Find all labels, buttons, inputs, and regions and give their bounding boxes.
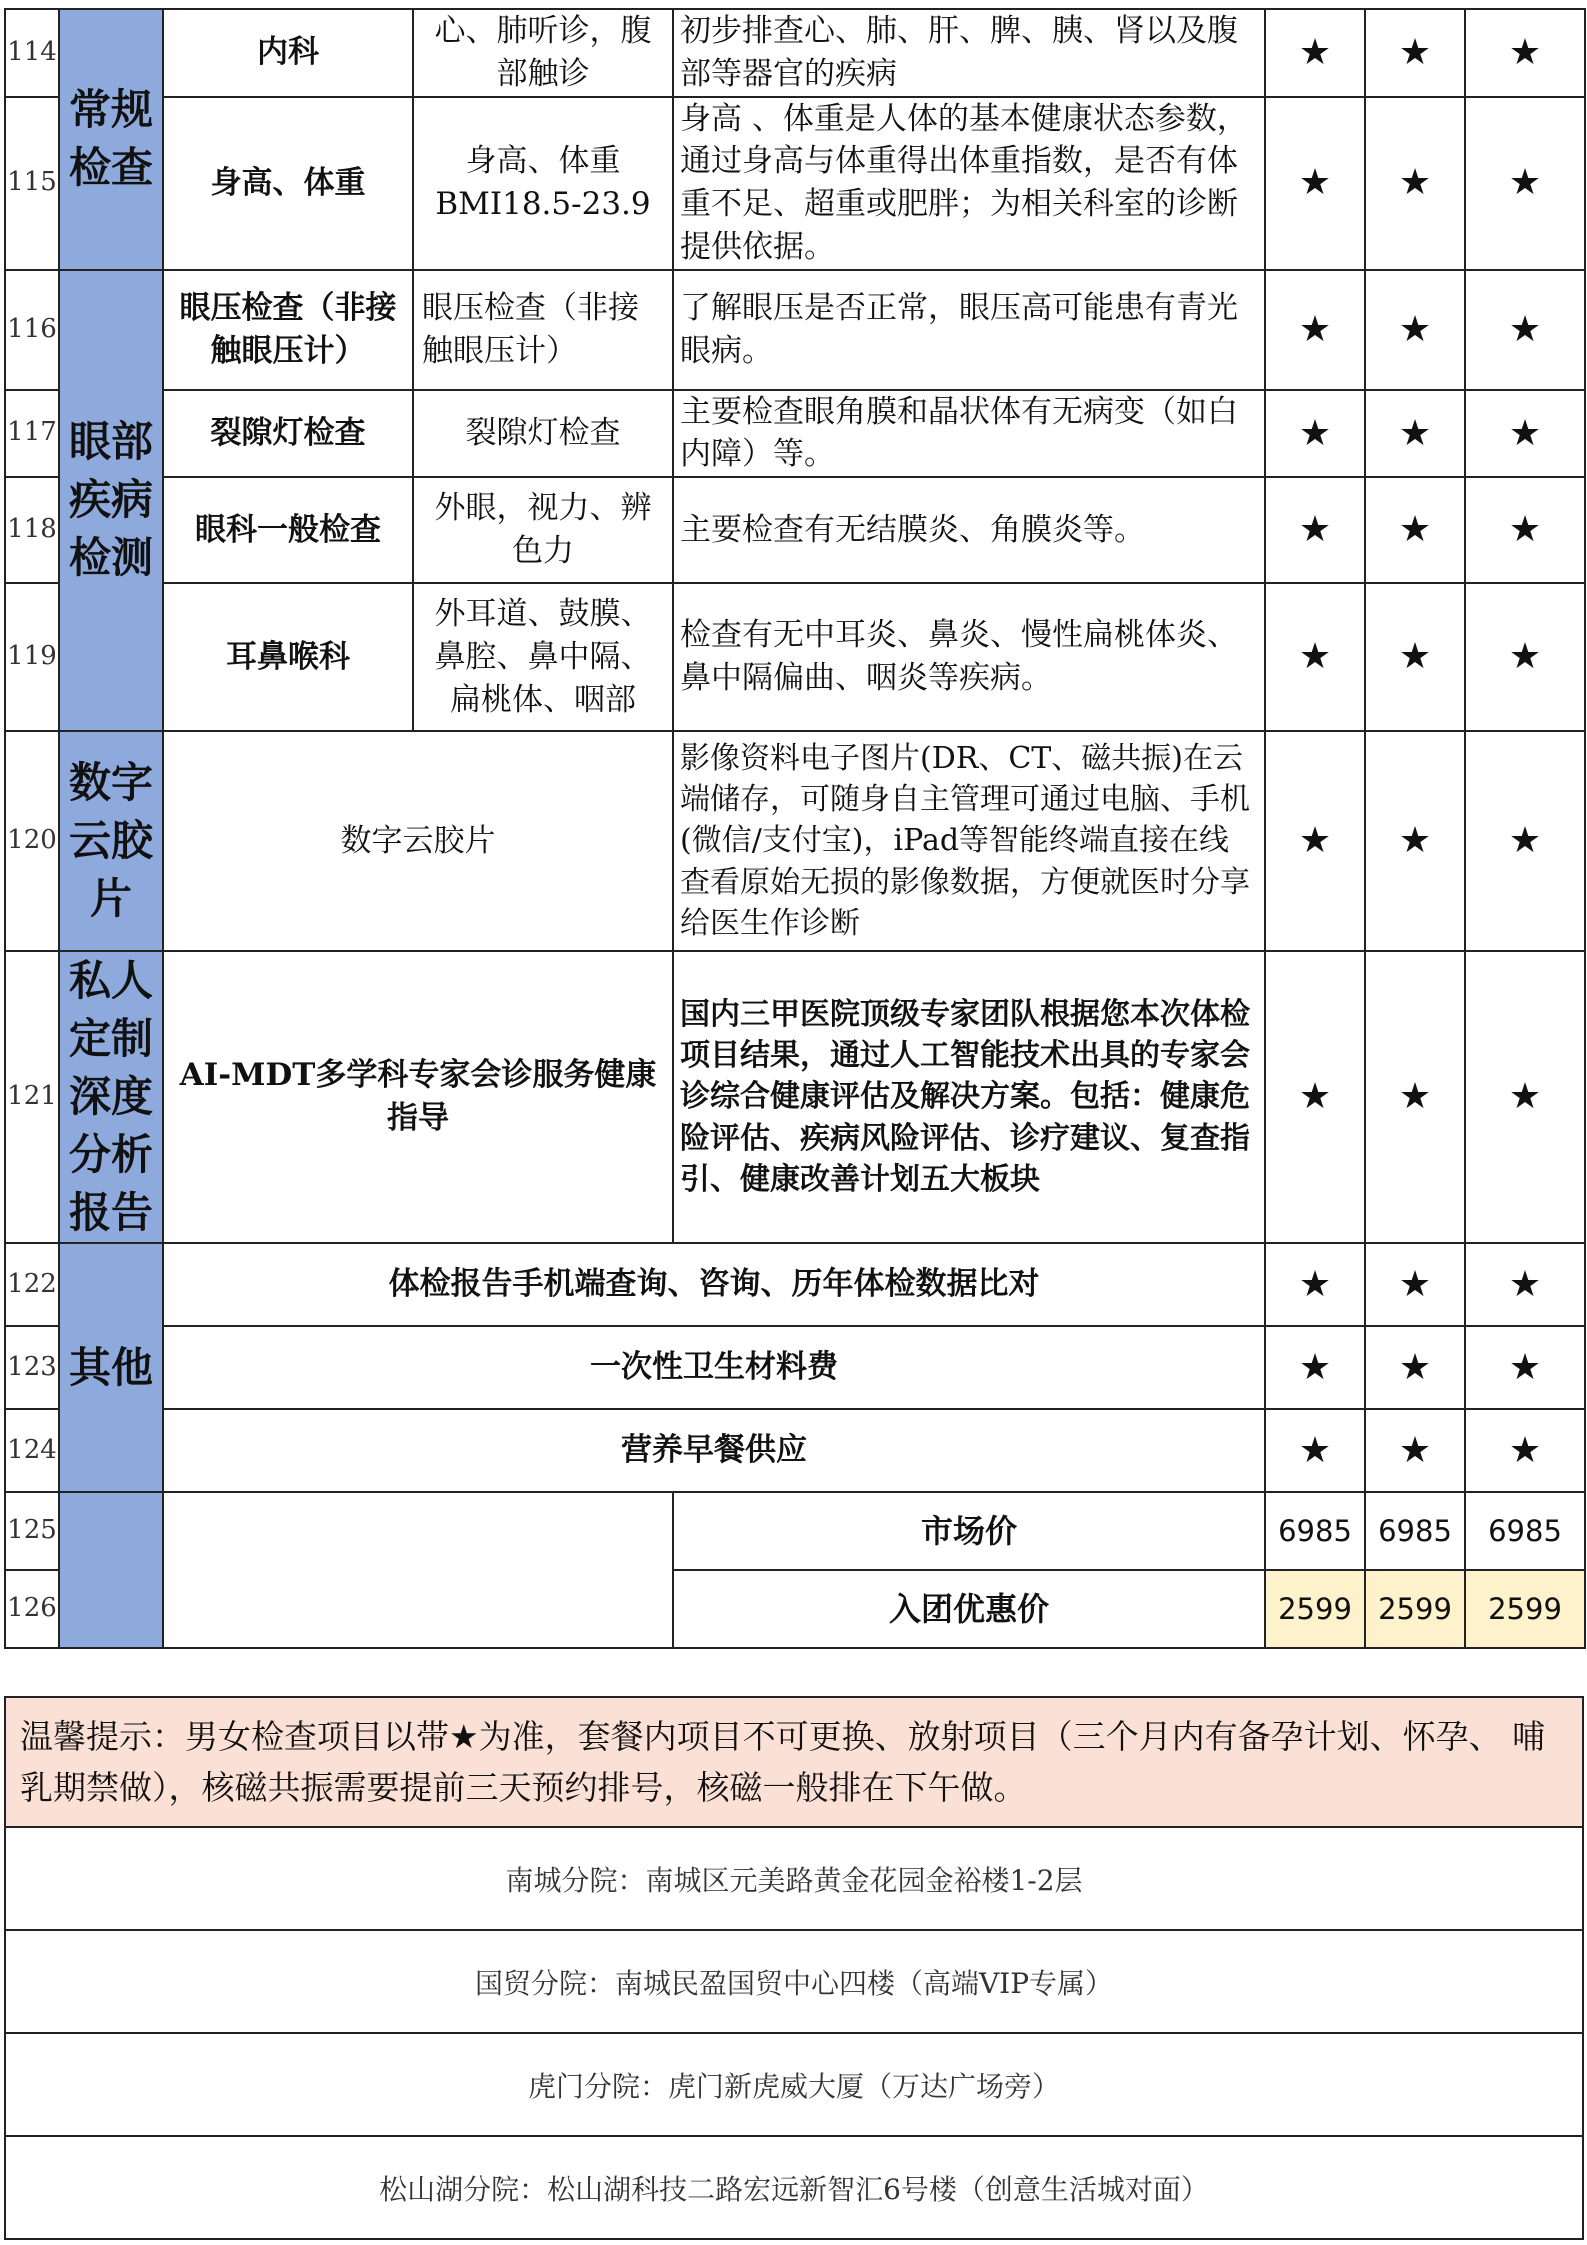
star-mark: ★: [1265, 1326, 1365, 1409]
table-row: [5, 97, 1585, 270]
star-mark: ★: [1465, 1326, 1585, 1409]
item-name: 数字云胶片: [163, 731, 673, 951]
star-mark: ★: [1365, 477, 1465, 583]
branch-humen: 虎门分院：虎门新虎威大厦（万达广场旁）: [5, 2033, 1583, 2136]
table-row: [5, 951, 1585, 1243]
item-name: 内科: [163, 9, 413, 97]
table-row: [5, 731, 1585, 951]
star-mark: ★: [1265, 270, 1365, 390]
star-mark: ★: [1265, 97, 1365, 270]
category-empty: [59, 1492, 163, 1648]
star-mark: ★: [1465, 270, 1585, 390]
market-price: 6985: [1465, 1492, 1585, 1570]
star-mark: ★: [1465, 477, 1585, 583]
item-content: 裂隙灯检查: [413, 390, 673, 478]
star-mark: ★: [1265, 1243, 1365, 1326]
branch-nancheng: 南城分院：南城区元美路黄金花园金裕楼1-2层: [5, 1827, 1583, 1930]
item-description: 了解眼压是否正常，眼压高可能患有青光眼病。: [673, 270, 1265, 390]
star-mark: ★: [1365, 97, 1465, 270]
star-mark: ★: [1265, 9, 1365, 97]
item-description: 主要检查有无结膜炎、角膜炎等。: [673, 477, 1265, 583]
branch-row: [5, 2136, 1583, 2239]
row-number: 117: [5, 390, 59, 478]
item-name: 裂隙灯检查: [163, 390, 413, 478]
table-row: [5, 583, 1585, 731]
row-number: 114: [5, 9, 59, 97]
star-mark: ★: [1365, 9, 1465, 97]
market-price-label: 市场价: [673, 1492, 1265, 1570]
star-mark: ★: [1365, 390, 1465, 478]
star-mark: ★: [1265, 951, 1365, 1243]
item-description: 初步排查心、肺、肝、脾、胰、肾以及腹部等器官的疾病: [673, 9, 1265, 97]
branch-guomao: 国贸分院：南城民盈国贸中心四楼（高端VIP专属）: [5, 1930, 1583, 2033]
branch-row: [5, 2033, 1583, 2136]
category-eye: 眼部疾病检测: [59, 270, 163, 732]
branch-songshanhu: 松山湖分院：松山湖科技二路宏远新智汇6号楼（创意生活城对面）: [5, 2136, 1583, 2239]
group-price: 2599: [1265, 1570, 1365, 1648]
star-mark: ★: [1265, 731, 1365, 951]
item-name: 营养早餐供应: [163, 1409, 1265, 1492]
item-description: 国内三甲医院顶级专家团队根据您本次体检项目结果，通过人工智能技术出具的专家会诊综合健康评估及解决方案。包括：健康危险评估、疾病风险评估、诊疗建议、复查指引、健康改善计划五大板块: [673, 951, 1265, 1243]
market-price: 6985: [1365, 1492, 1465, 1570]
category-cloud: 数字云胶片: [59, 731, 163, 951]
item-description: 影像资料电子图片(DR、CT、磁共振)在云端储存，可随身自主管理可通过电脑、手机(微信/支付宝)，iPad等智能终端直接在线查看原始无损的影像数据，方便就医时分享给医生作诊断: [673, 731, 1265, 951]
table-row: [5, 477, 1585, 583]
row-number: 122: [5, 1243, 59, 1326]
star-mark: ★: [1465, 731, 1585, 951]
star-mark: ★: [1465, 390, 1585, 478]
category-other: 其他: [59, 1243, 163, 1492]
table-row: [5, 1326, 1585, 1409]
star-mark: ★: [1465, 97, 1585, 270]
star-mark: ★: [1365, 1326, 1465, 1409]
group-price-label: 入团优惠价: [673, 1570, 1265, 1648]
star-mark: ★: [1365, 583, 1465, 731]
star-mark: ★: [1265, 1409, 1365, 1492]
branch-row: [5, 1930, 1583, 2033]
row-number: 124: [5, 1409, 59, 1492]
row-number: 125: [5, 1492, 59, 1570]
notice-text: 温馨提示：男女检查项目以带★为准，套餐内项目不可更换、放射项目（三个月内有备孕计划、怀孕、 哺乳期禁做），核磁共振需要提前三天预约排号，核磁一般排在下午做。: [5, 1697, 1583, 1827]
item-description: 检查有无中耳炎、鼻炎、慢性扁桃体炎、鼻中隔偏曲、咽炎等疾病。: [673, 583, 1265, 731]
item-name: 一次性卫生材料费: [163, 1326, 1265, 1409]
package-table: [4, 8, 1586, 1649]
star-mark: ★: [1465, 951, 1585, 1243]
item-description: 身高 、体重是人体的基本健康状态参数，通过身高与体重得出体重指数，是否有体重不足、超重或肥胖；为相关科室的诊断提供依据。: [673, 97, 1265, 270]
row-number: 116: [5, 270, 59, 390]
row-number: 118: [5, 477, 59, 583]
table-row: [5, 1243, 1585, 1326]
star-mark: ★: [1465, 1243, 1585, 1326]
table-row: [5, 390, 1585, 478]
star-mark: ★: [1465, 1409, 1585, 1492]
item-name: 耳鼻喉科: [163, 583, 413, 731]
item-content: 身高、体重BMI18.5-23.9: [413, 97, 673, 270]
category-private: 私人定制深度分析报告: [59, 951, 163, 1243]
star-mark: ★: [1365, 1243, 1465, 1326]
item-content: 眼压检查（非接触眼压计）: [413, 270, 673, 390]
row-number: 115: [5, 97, 59, 270]
row-number: 121: [5, 951, 59, 1243]
group-price: 2599: [1465, 1570, 1585, 1648]
table-row: [5, 1492, 1585, 1570]
branch-row: [5, 1827, 1583, 1930]
market-price: 6985: [1265, 1492, 1365, 1570]
star-mark: ★: [1365, 1409, 1465, 1492]
row-number: 123: [5, 1326, 59, 1409]
item-name: 身高、体重: [163, 97, 413, 270]
star-mark: ★: [1365, 270, 1465, 390]
item-content: 外眼，视力、辨色力: [413, 477, 673, 583]
item-name: AI-MDT多学科专家会诊服务健康指导: [163, 951, 673, 1243]
table-row: [5, 270, 1585, 390]
item-content: 外耳道、鼓膜、鼻腔、鼻中隔、扁桃体、咽部: [413, 583, 673, 731]
item-content: 心、肺听诊，腹部触诊: [413, 9, 673, 97]
star-mark: ★: [1265, 477, 1365, 583]
row-number: 119: [5, 583, 59, 731]
star-mark: ★: [1465, 9, 1585, 97]
item-name: 眼压检查（非接触眼压计）: [163, 270, 413, 390]
item-name: 体检报告手机端查询、咨询、历年体检数据比对: [163, 1243, 1265, 1326]
row-number: 120: [5, 731, 59, 951]
table-row: [5, 9, 1585, 97]
star-mark: ★: [1365, 731, 1465, 951]
item-name: 眼科一般检查: [163, 477, 413, 583]
footer-table: [4, 1696, 1584, 2240]
item-description: 主要检查眼角膜和晶状体有无病变（如白内障）等。: [673, 390, 1265, 478]
category-routine: 常规检查: [59, 9, 163, 270]
row-number: 126: [5, 1570, 59, 1648]
table-row: [5, 1409, 1585, 1492]
group-price: 2599: [1365, 1570, 1465, 1648]
blank-cell: [163, 1492, 673, 1648]
star-mark: ★: [1265, 390, 1365, 478]
star-mark: ★: [1265, 583, 1365, 731]
star-mark: ★: [1365, 951, 1465, 1243]
notice-row: [5, 1697, 1583, 1827]
star-mark: ★: [1465, 583, 1585, 731]
